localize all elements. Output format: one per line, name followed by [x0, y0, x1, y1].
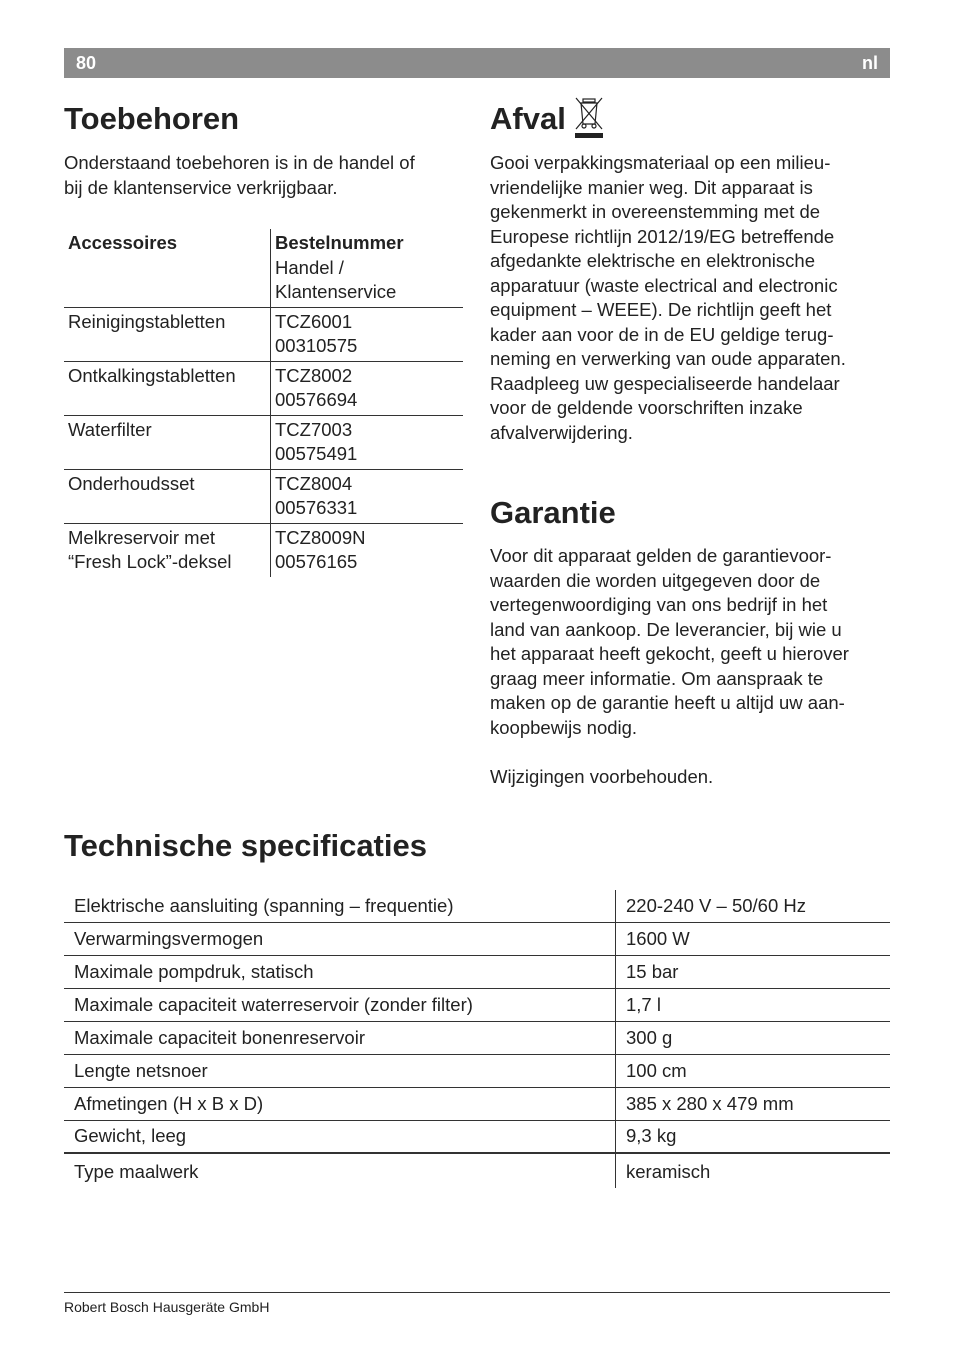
col-subheader: Klantenservice: [275, 281, 397, 302]
spec-value: 300 g: [615, 1022, 890, 1054]
spec-label: Lengte netsnoer: [74, 1060, 208, 1081]
table-row: [64, 470, 463, 524]
accessory-code: 00576331: [275, 497, 358, 518]
accessory-code: TCZ8004: [275, 472, 353, 494]
afval-line: apparatuur (waste electrical and electronic: [490, 274, 838, 296]
language-code: nl: [862, 52, 878, 73]
specs-title: Technische specificaties: [64, 828, 427, 863]
spec-label: Maximale pompdruk, statisch: [74, 961, 314, 982]
accessory-name-line: Onderhoudsset: [68, 472, 195, 494]
garantie-line: graag meer informatie. Om aanspraak te: [490, 667, 824, 689]
toebehoren-intro: [64, 151, 464, 200]
accessory-name: [64, 470, 270, 523]
table-row: [64, 362, 463, 416]
spec-value: 1600 W: [615, 923, 890, 955]
crossed-out-wheelie-bin-icon: [572, 96, 606, 140]
table-row: [64, 923, 890, 956]
garantie-note: Wijzigingen voorbehouden.: [490, 766, 714, 787]
afval-title: Afval: [490, 101, 566, 136]
afval-line: kader aan voor de in de EU geldige terug-: [490, 323, 834, 345]
accessory-code: TCZ8009N: [275, 526, 366, 548]
garantie-text: [490, 544, 890, 740]
garantie-line: Voor dit apparaat gelden de garantievoor-: [490, 545, 832, 566]
table-row: [64, 989, 890, 1022]
afval-line: afvalverwijdering.: [490, 421, 633, 443]
table-row: [64, 308, 463, 362]
spec-label: Afmetingen (H x B x D): [74, 1093, 264, 1114]
afval-line: voor de geldende voorschriften inzake: [490, 397, 803, 418]
afval-line: vriendelijke manier weg. Dit apparaat is: [490, 176, 813, 198]
garantie-line: maken op de garantie heeft u altijd uw aan-: [490, 692, 845, 713]
table-row: [64, 416, 463, 470]
accessory-name-line: “Fresh Lock”-deksel: [68, 551, 232, 572]
accessory-name-line: Ontkalkingstabletten: [68, 364, 236, 386]
intro-line: Onderstaand toebehoren is in de handel of: [64, 152, 415, 173]
specs-table: [64, 890, 890, 1188]
afval-line: afgedankte elektrische en elektronische: [490, 250, 815, 271]
garantie-line: het apparaat heeft gekocht, geeft u hierover: [490, 643, 849, 664]
page-header-bar: [64, 48, 890, 78]
toebehoren-title: Toebehoren: [64, 101, 240, 136]
garantie-line: koopbewijs nodig.: [490, 716, 638, 738]
afval-line: equipment – WEEE). De richtlijn geeft het: [490, 299, 832, 320]
accessory-code: TCZ6001: [275, 310, 353, 332]
spec-label: Gewicht, leeg: [74, 1125, 187, 1146]
table-row: [64, 524, 463, 577]
spec-value: 100 cm: [615, 1055, 890, 1087]
spec-value: 1,7 l: [615, 989, 890, 1021]
spec-label: Maximale capaciteit bonenreservoir: [74, 1027, 365, 1048]
accessory-code: TCZ8002: [275, 364, 353, 386]
col-header-accessoires: Accessoires: [68, 232, 178, 253]
table-row: [64, 1154, 890, 1188]
accessory-name-line: Melkreservoir met: [68, 526, 215, 548]
col-header-bestelnummer-cell: [270, 229, 463, 307]
afval-line: gekenmerkt in overeenstemming met de: [490, 201, 821, 222]
accessory-codes: [270, 416, 463, 469]
spec-value: 15 bar: [615, 956, 890, 988]
accessory-code: 00576165: [275, 551, 358, 572]
accessory-codes: [270, 362, 463, 415]
afval-line: neming en verwerking van oude apparaten.: [490, 348, 846, 369]
table-row: [64, 1121, 890, 1154]
spec-label: Verwarmingsvermogen: [74, 928, 264, 949]
spec-value: 9,3 kg: [615, 1121, 890, 1152]
accessory-code: 00576694: [275, 389, 358, 410]
spec-value: keramisch: [615, 1154, 890, 1188]
accessory-codes: [270, 470, 463, 523]
garantie-line: vertegenwoordiging van ons bedrijf in het: [490, 594, 828, 615]
accessory-name: [64, 308, 270, 361]
spec-label: Type maalwerk: [74, 1161, 199, 1182]
garantie-title: Garantie: [490, 495, 616, 530]
spec-value: 220-240 V – 50/60 Hz: [615, 890, 890, 922]
footer-company: Robert Bosch Hausgeräte GmbH: [64, 1299, 270, 1315]
accessory-name: [64, 416, 270, 469]
accessory-code: 00575491: [275, 443, 358, 464]
page-number: 80: [76, 52, 97, 73]
accessory-name-line: Waterfilter: [68, 418, 152, 440]
table-row: [64, 890, 890, 923]
garantie-line: waarden die worden uitgegeven door de: [490, 569, 821, 591]
table-row: [64, 1055, 890, 1088]
spec-value: 385 x 280 x 479 mm: [615, 1088, 890, 1120]
accessory-code: 00310575: [275, 335, 358, 356]
accessories-table: [64, 229, 463, 577]
footer-divider: [64, 1292, 890, 1293]
intro-line: bij de klantenservice verkrijgbaar.: [64, 176, 338, 198]
accessory-code: TCZ7003: [275, 418, 353, 440]
col-subheader: Handel /: [275, 256, 344, 278]
accessory-codes: [270, 524, 463, 577]
afval-line: Raadpleeg uw gespecialiseerde handelaar: [490, 372, 840, 394]
afval-line: Gooi verpakkingsmateriaal op een milieu-: [490, 152, 831, 173]
garantie-line: land van aankoop. De leverancier, bij wie u: [490, 618, 842, 640]
col-header-bestelnummer: Bestelnummer: [275, 232, 404, 253]
afval-text: [490, 151, 890, 445]
accessory-name-line: Reinigingstabletten: [68, 310, 226, 332]
spec-label: Maximale capaciteit waterreservoir (zonder filter): [74, 994, 473, 1015]
spec-label: Elektrische aansluiting (spanning – frequentie): [74, 895, 454, 916]
accessories-header-row: [64, 229, 463, 308]
accessory-name: [64, 524, 270, 577]
table-row: [64, 1022, 890, 1055]
afval-line: Europese richtlijn 2012/19/EG betreffende: [490, 225, 835, 247]
accessory-name: [64, 362, 270, 415]
table-row: [64, 956, 890, 989]
table-row: [64, 1088, 890, 1121]
accessory-codes: [270, 308, 463, 361]
